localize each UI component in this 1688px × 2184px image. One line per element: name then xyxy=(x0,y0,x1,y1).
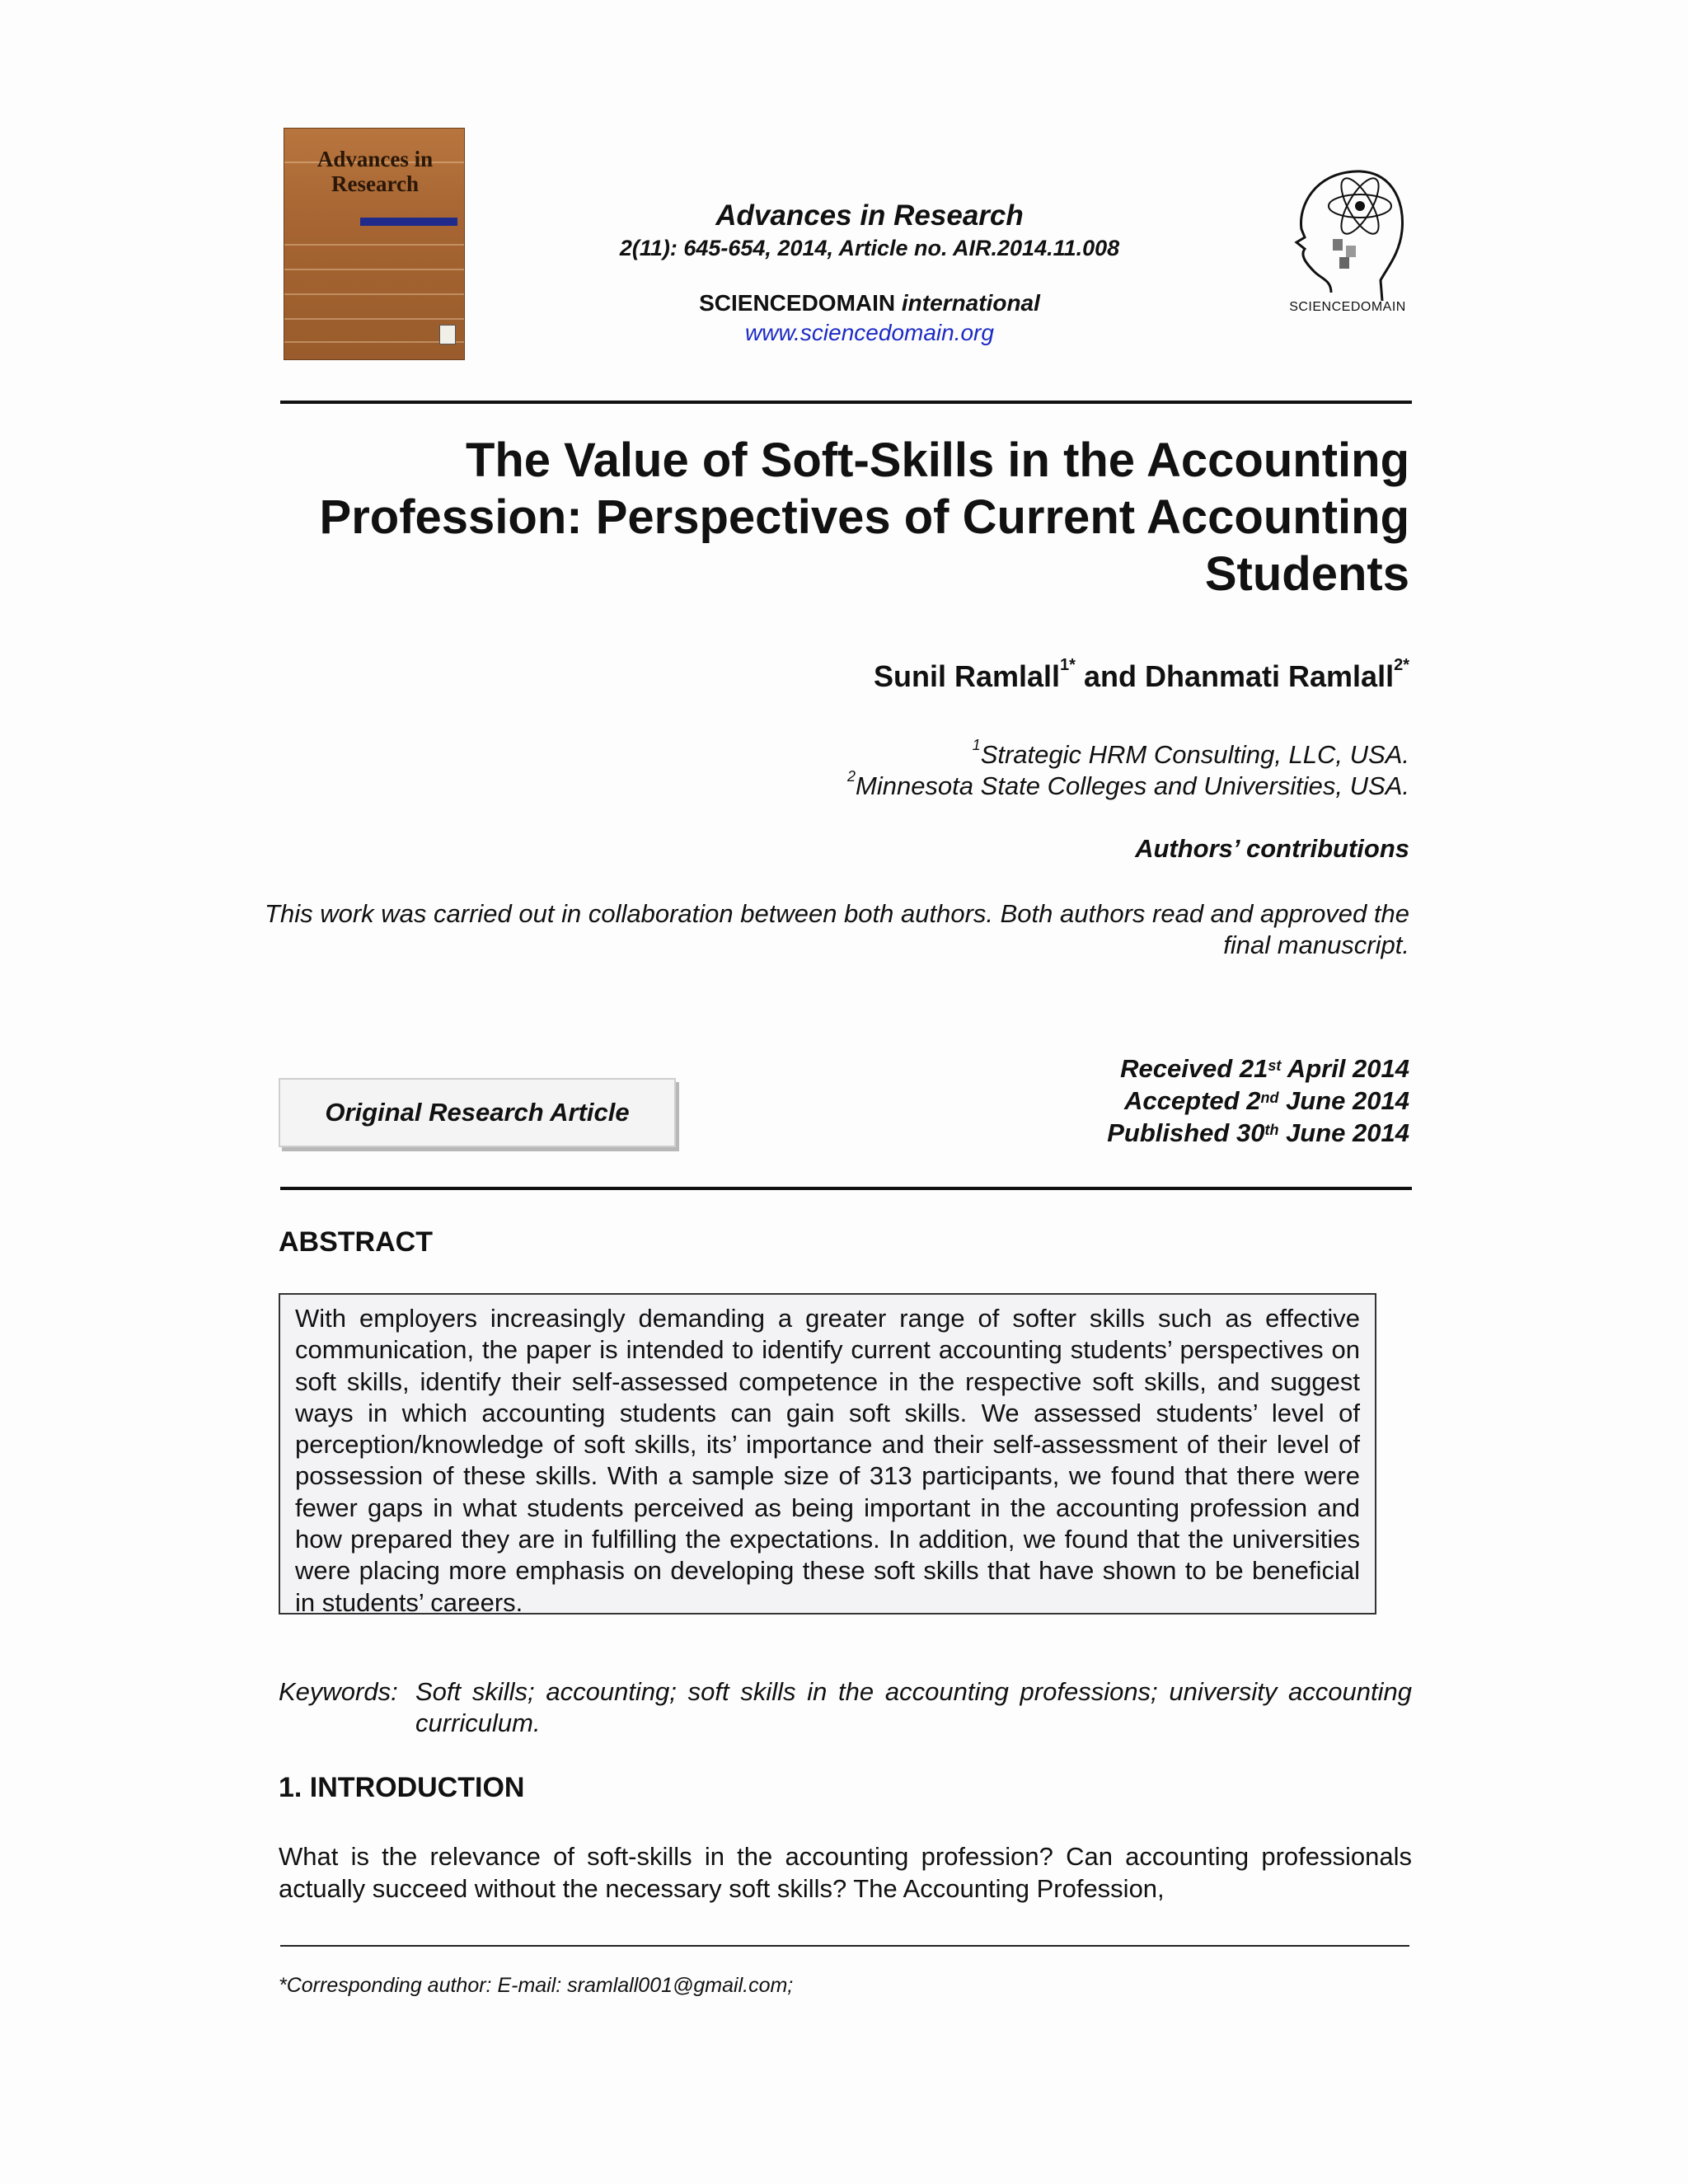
abstract-heading: ABSTRACT xyxy=(279,1226,433,1258)
header-divider xyxy=(280,401,1412,404)
affiliation-sup: 2 xyxy=(846,768,856,785)
affiliation-sup: 1 xyxy=(972,737,981,753)
authors xyxy=(873,656,1409,694)
publisher-url-link[interactable]: www.sciencedomain.org xyxy=(745,320,994,345)
introduction-text: What is the relevance of soft-skills in the accounting profession? Can accounting professionals actually succeed without the necessary soft skills? The Accounting Profession, xyxy=(279,1842,1412,1903)
footnote-divider xyxy=(280,1945,1409,1947)
affiliation-text: Minnesota State Colleges and Universities, USA. xyxy=(856,771,1409,800)
publisher-name: SCIENCEDOMAIN xyxy=(699,290,896,316)
logo-label: SCIENCEDOMAIN xyxy=(1289,300,1406,314)
author-sup: 2* xyxy=(1394,656,1409,674)
journal-cover-image xyxy=(284,128,465,360)
publisher-suffix: international xyxy=(901,290,1040,316)
author-name: Dhanmati Ramlall xyxy=(1145,659,1395,693)
cover-title: Advances in Research xyxy=(316,147,434,196)
accepted-date: Accepted 2nd June 2014 xyxy=(1124,1086,1409,1115)
introduction-heading: 1. INTRODUCTION xyxy=(279,1772,525,1803)
affiliation xyxy=(972,737,1409,770)
affiliation-text: Strategic HRM Consulting, LLC, USA. xyxy=(980,740,1409,769)
affiliation xyxy=(846,768,1409,801)
author-joiner: and xyxy=(1083,659,1137,693)
abstract-text: With employers increasingly demanding a greater range of softer skills such as effective communication, the paper is intended to identify current accounting students’ perspectives on soft skills, identify their self-assessed competence in the respective soft skills, and suggest ways in which accounting students can gain soft skills. We assessed students’ level of perception/knowledge of soft skills, its’ importance and their self-assessment of their level of possession of these skills. With a sample size of 313 participants, we found that there were fewer gaps in what students perceived as being important in the accounting profession and how prepared they are in fulfilling the expectations. In addition, we found that the universities were placing more emphasis on developing these soft skills that have shown to be beneficial in students’ careers. xyxy=(295,1304,1360,1617)
corresponding-author-footnote: *Corresponding author: E-mail: sramlall001@gmail.com; xyxy=(279,1974,794,1997)
publication-dates xyxy=(1107,1052,1409,1149)
author-name: Sunil Ramlall xyxy=(873,659,1061,693)
author-sup: 1* xyxy=(1060,656,1076,674)
section-divider xyxy=(280,1187,1412,1190)
cover-badge-icon xyxy=(439,325,456,344)
keywords-label: Keywords: xyxy=(279,1677,398,1706)
article-type-label: Original Research Article xyxy=(325,1098,630,1127)
abstract-box xyxy=(279,1293,1376,1615)
paper-title: The Value of Soft-Skills in the Accounting Profession: Perspectives of Current Accounting Students xyxy=(319,434,1409,601)
journal-citation: 2(11): 645-654, 2014, Article no. AIR.2014.11.008 xyxy=(619,236,1120,260)
publisher xyxy=(462,290,1278,316)
article-type-badge xyxy=(279,1078,676,1147)
published-date: Published 30th June 2014 xyxy=(1107,1118,1409,1147)
contributions-text: This work was carried out in collaboration between both authors. Both authors read and approved the final manuscript. xyxy=(265,899,1409,959)
keywords-text: Soft skills; accounting; soft skills in the accounting professions; university accounting curriculum. xyxy=(415,1677,1412,1737)
received-date: Received 21st April 2014 xyxy=(1120,1054,1409,1083)
journal-name: Advances in Research xyxy=(715,199,1024,232)
sciencedomain-logo-icon xyxy=(1282,157,1414,313)
contributions-heading: Authors’ contributions xyxy=(1135,834,1409,863)
cover-bar xyxy=(360,218,457,226)
